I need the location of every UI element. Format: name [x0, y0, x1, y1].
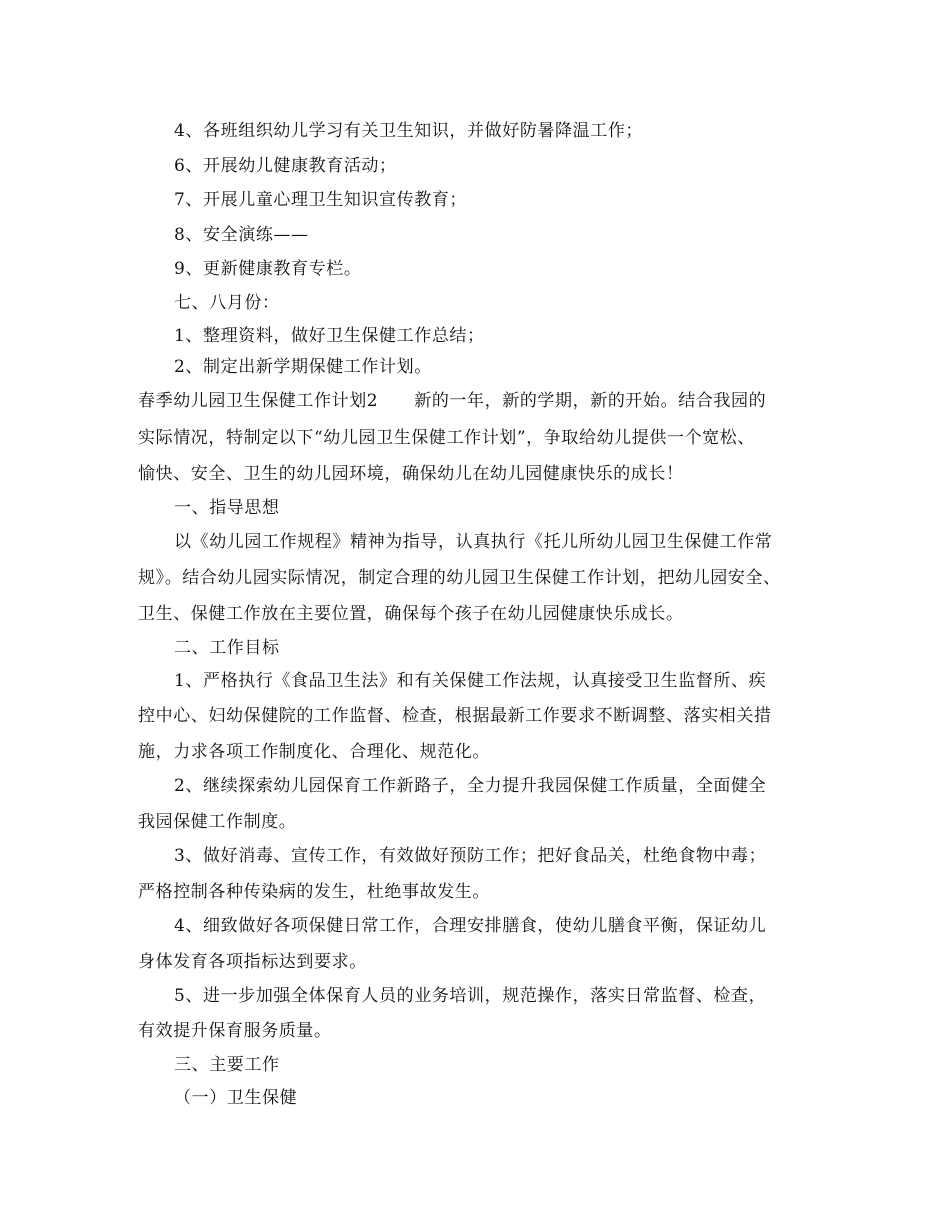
- section-heading: 三、主要工作: [174, 1055, 280, 1075]
- paragraph-line: 有效提升保育服务质量。: [138, 1021, 332, 1041]
- paragraph-line: 1、严格执行《食品卫生法》和有关保健工作法规，认真接受卫生监督所、疾: [174, 671, 767, 691]
- list-item: 9、更新健康教育专栏。: [174, 259, 362, 279]
- paragraph-line: 我园保健工作制度。: [138, 812, 297, 832]
- list-item: 4、各班组织幼儿学习有关卫生知识，并做好防暑降温工作；: [174, 121, 644, 141]
- section-heading: 二、工作目标: [174, 638, 280, 658]
- list-item: 6、开展幼儿健康教育活动；: [174, 156, 397, 176]
- paragraph-line: 控中心、妇幼保健院的工作监督、检查，根据最新工作要求不断调整、落实相关措: [138, 706, 772, 726]
- paragraph-line: 愉快、安全、卫生的幼儿园环境，确保幼儿在幼儿园健康快乐的成长！: [138, 464, 684, 484]
- plan2-intro-1: 新的一年，新的学期，新的开始。结合我园的: [414, 391, 767, 411]
- paragraph-line: 4、细致做好各项保健日常工作，合理安排膳食，使幼儿膳食平衡，保证幼儿: [174, 916, 767, 936]
- paragraph-line: 5、进一步加强全体保育人员的业务培训，规范操作，落实日常监督、检查，: [174, 986, 767, 1006]
- paragraph-line: 实际情况，特制定以下“幼儿园卫生保健工作计划”，争取给幼儿提供一个宽松、: [138, 428, 755, 448]
- paragraph-line: 2、继续探索幼儿园保育工作新路子，全力提升我园保健工作质量，全面健全: [174, 776, 767, 796]
- list-item: 2、制定出新学期保健工作计划。: [174, 357, 432, 377]
- paragraph-line: 严格控制各种传染病的发生，杜绝事故发生。: [138, 882, 490, 902]
- section-heading: 七、八月份：: [174, 293, 280, 313]
- plan2-title: 春季幼儿园卫生保健工作计划2: [138, 391, 379, 411]
- paragraph-line: 身体发育各项指标达到要求。: [138, 952, 367, 972]
- subsection-heading: （一）卫生保健: [174, 1088, 298, 1108]
- paragraph-line: 规》。结合幼儿园实际情况，制定合理的幼儿园卫生保健工作计划，把幼儿园安全、: [138, 568, 781, 588]
- list-item: 1、整理资料，做好卫生保健工作总结；: [174, 326, 485, 346]
- section-heading: 一、指导思想: [174, 498, 280, 518]
- paragraph-line: 3、做好消毒、宣传工作，有效做好预防工作；把好食品关，杜绝食物中毒；: [174, 846, 767, 866]
- plan2-title-line: [138, 391, 818, 411]
- list-item: 8、安全演练——: [174, 225, 309, 245]
- paragraph-line: 卫生、保健工作放在主要位置，确保每个孩子在幼儿园健康快乐成长。: [138, 604, 684, 624]
- paragraph-line: 以《幼儿园工作规程》精神为指导，认真执行《托儿所幼儿园卫生保健工作常: [174, 532, 773, 552]
- paragraph-line: 施，力求各项工作制度化、合理化、规范化。: [138, 742, 490, 762]
- list-item: 7、开展儿童心理卫生知识宣传教育；: [174, 190, 468, 210]
